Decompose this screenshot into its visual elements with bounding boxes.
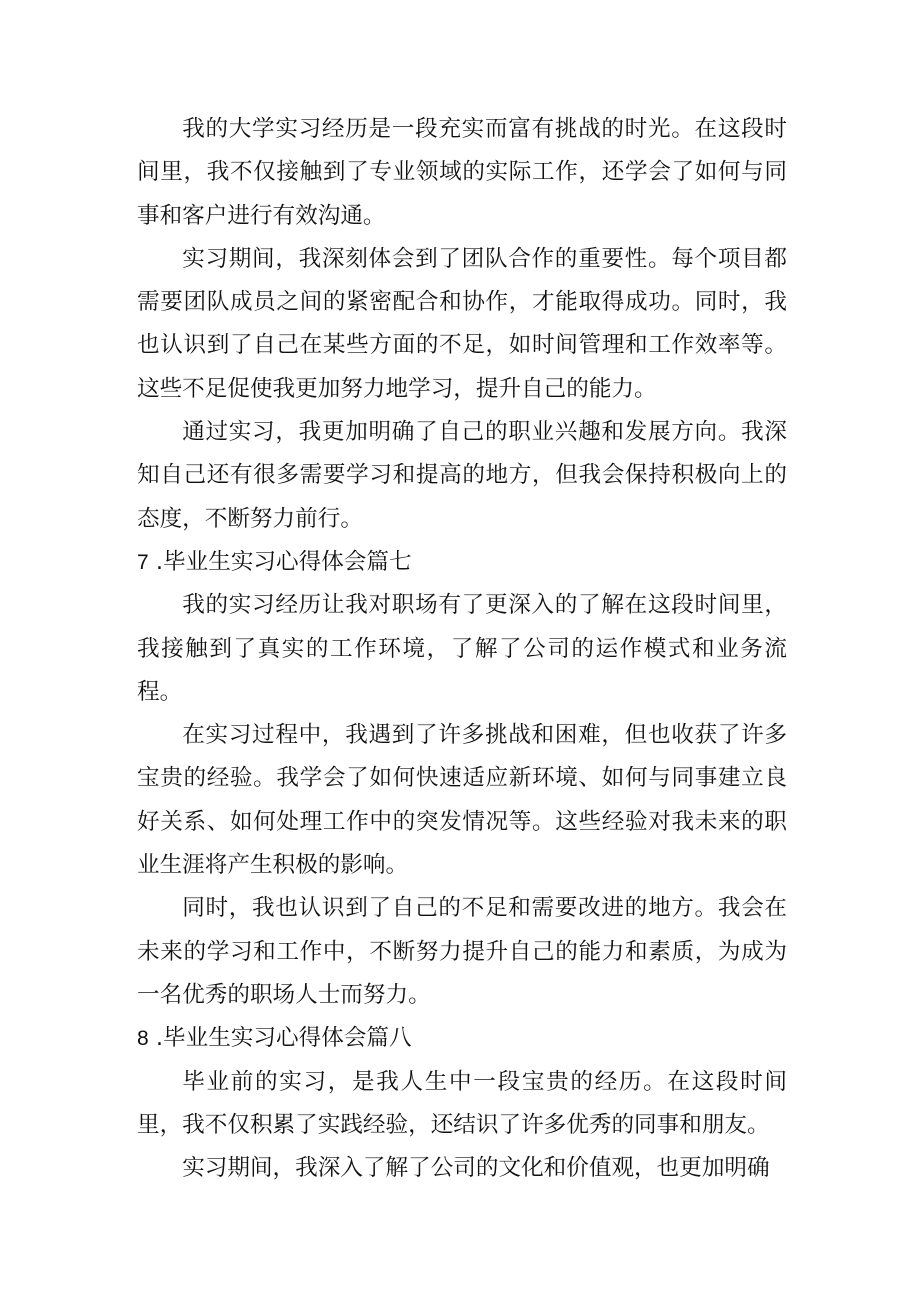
paragraph: 同时，我也认识到了自己的不足和需要改进的地方。我会在未来的学习和工作中，不断努力提升自己的能力和素质，为成为一名优秀的职场人士而努力。 [137,895,787,1008]
section-heading-8 [137,1017,787,1060]
paragraph: 通过实习，我更加明确了自己的职业兴趣和发展方向。我深知自己还有很多需要学习和提高的地方，但我会保持积极向上的态度，不断努力前行。 [137,419,787,532]
paragraph: 实习期间，我深刻体会到了团队合作的重要性。每个项目都需要团队成员之间的紧密配合和协作，才能取得成功。同时，我也认识到了自己在某些方面的不足，如时间管理和工作效率等。这些不足促使我更加努力地学习，提升自己的能力。 [137,245,787,402]
paragraph: 我的大学实习经历是一段充实而富有挑战的时光。在这段时间里，我不仅接触到了专业领域的实际工作，还学会了如何与同事和客户进行有效沟通。 [137,116,787,229]
paragraph: 实习期间，我深入了解了公司的文化和价值观，也更加明确 [182,1155,770,1182]
document-body [137,108,787,1190]
section-title: .毕业生实习心得体会篇八 [148,1025,412,1052]
paragraph: 在实习过程中，我遇到了许多挑战和困难，但也收获了许多宝贵的经验。我学会了如何快速适应新环境、如何与同事建立良好关系、如何处理工作中的突发情况等。这些经验对我未来的职业生涯将产生积极的影响。 [137,722,787,879]
paragraph: 我的实习经历让我对职场有了更深入的了解在这段时间里，我接触到了真实的工作环境，了解了公司的运作模式和业务流程。 [137,592,787,705]
section-heading-7 [137,541,787,584]
section-number: 7 [137,550,149,574]
paragraph: 毕业前的实习，是我人生中一段宝贵的经历。在这段时间里，我不仅积累了实践经验，还结识了许多优秀的同事和朋友。 [137,1068,787,1138]
section-number: 8 [137,1027,149,1051]
section-title: .毕业生实习心得体会篇七 [148,548,412,575]
